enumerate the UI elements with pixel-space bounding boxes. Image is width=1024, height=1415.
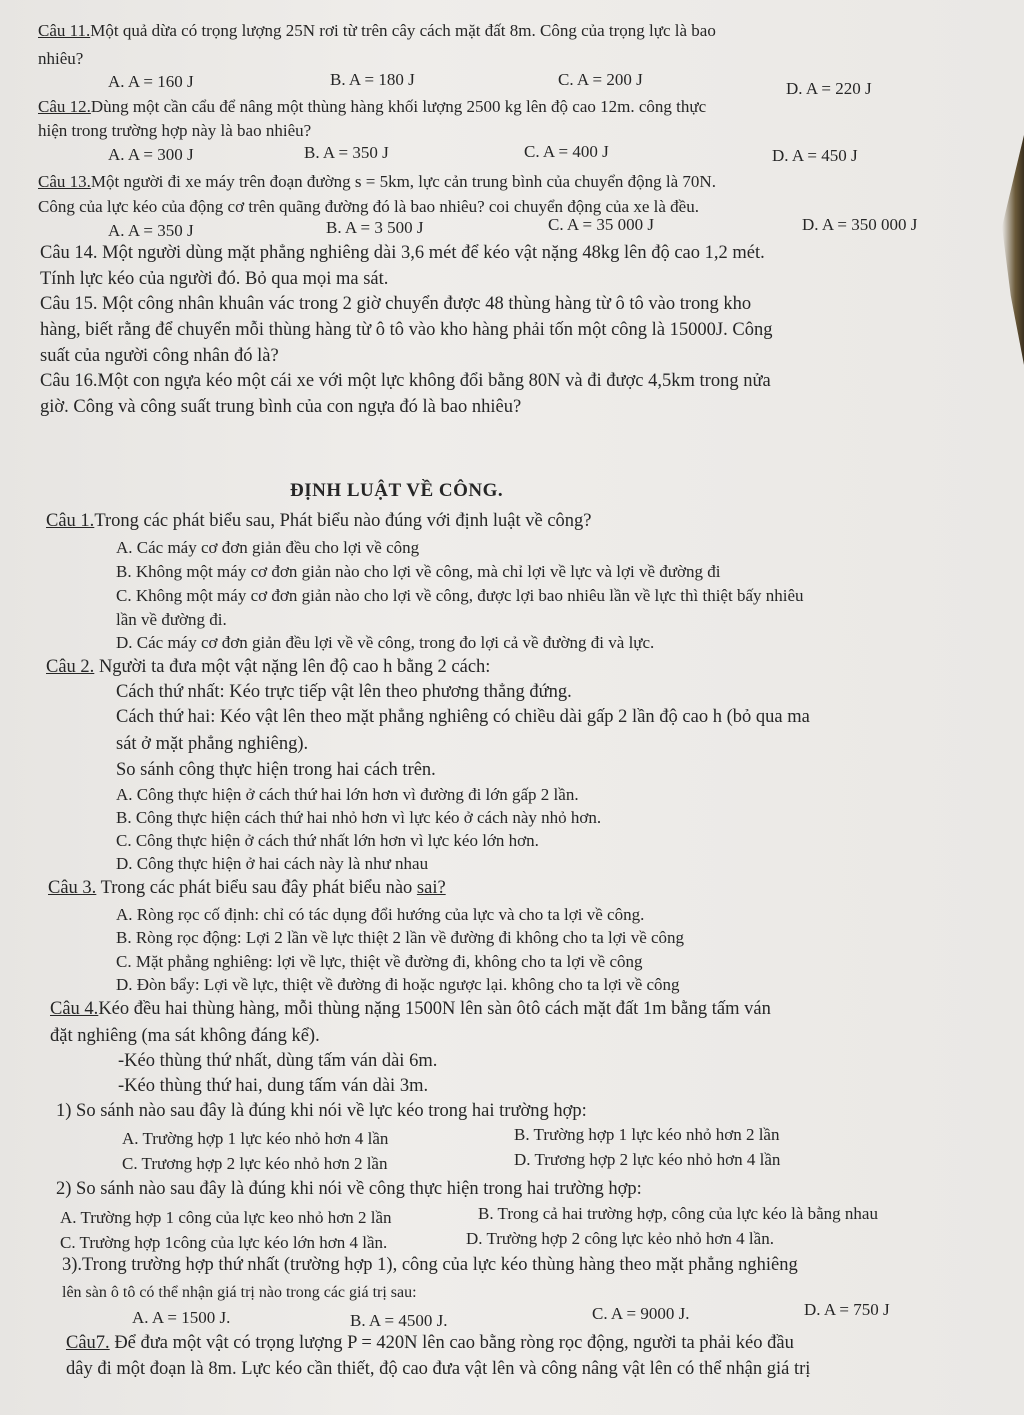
c1-opt-b: B. Không một máy cơ đơn giản nào cho lợi về công, mà chỉ lợi về lực và lợi về đường đi bbox=[116, 562, 721, 581]
c4-sub3-opt-d: D. A = 750 J bbox=[804, 1300, 890, 1319]
c4-sub2-c: C. Trường hợp 1công của lực kéo lớn hơn 4 lần. bbox=[60, 1233, 388, 1252]
c4-sub1-c: C. Trương hợp 2 lực kéo nhỏ hơn 2 lần bbox=[122, 1154, 388, 1173]
c2-text: Người ta đưa một vật nặng lên độ cao h bằng 2 cách: bbox=[94, 657, 491, 677]
c2-line1: Cách thứ nhất: Kéo trực tiếp vật lên theo phương thẳng đứng. bbox=[116, 682, 572, 702]
c3-sai: sai? bbox=[416, 878, 446, 898]
c1-label: Câu 1. bbox=[46, 511, 95, 531]
c4-sub1-a: A. Trường hợp 1 lực kéo nhỏ hơn 4 lần bbox=[122, 1129, 389, 1148]
c4-sub2-d: D. Trường hợp 2 công lực kẻo nhỏ hơn 4 lần. bbox=[466, 1229, 774, 1248]
c4-sub3-opt-b: B. A = 4500 J. bbox=[350, 1311, 448, 1330]
c7-label: Câu7. bbox=[66, 1333, 110, 1353]
section-title: ĐỊNH LUẬT VỀ CÔNG. bbox=[290, 480, 504, 501]
c4-sub1: 1) So sánh nào sau đây là đúng khi nói về lực kéo trong hai trường hợp: bbox=[56, 1101, 587, 1121]
q16-line2: giờ. Công và công suất trung bình của con ngựa đó là bao nhiêu? bbox=[40, 397, 522, 417]
q12-opt-c: C. A = 400 J bbox=[524, 142, 609, 161]
q13-line1 bbox=[38, 171, 716, 193]
c4-line4: -Kéo thùng thứ hai, dung tấm ván dài 3m. bbox=[118, 1076, 429, 1096]
q13-text: Một người đi xe máy trên đoạn đường s = 5km, lực cản trung bình của chuyển động là 70N. bbox=[90, 172, 716, 191]
c2-line2: Cách thứ hai: Kéo vật lên theo mặt phẳng nghiêng có chiều dài gấp 2 lần độ cao h (bỏ qua ma bbox=[116, 707, 810, 727]
c3-line bbox=[48, 877, 446, 899]
q12-line1 bbox=[38, 96, 706, 118]
q12-line2: hiện trong trường hợp này là bao nhiêu? bbox=[38, 121, 312, 140]
c1-opt-c1: C. Không một máy cơ đơn giản nào cho lợi về công, được lợi bao nhiêu lần về lực thì thiệt bấy nhiêu bbox=[116, 586, 804, 605]
q12-text: Dùng một cần cẩu để nâng một thùng hàng khối lượng 2500 kg lên độ cao 12m. công thực bbox=[90, 97, 707, 116]
c4-sub2: 2) So sánh nào sau đây là đúng khi nói về công thực hiện trong hai trường hợp: bbox=[56, 1179, 642, 1199]
q13-opt-c: C. A = 35 000 J bbox=[548, 215, 654, 234]
c2-opt-a: A. Công thực hiện ở cách thứ hai lớn hơn vì đường đi lớn gấp 2 lần. bbox=[116, 785, 579, 804]
c7-line2: dây đi một đoạn là 8m. Lực kéo cần thiết, độ cao đưa vật lên và công nâng vật lên có thể nhận giá trị bbox=[66, 1359, 811, 1379]
c4-sub3-opt-c: C. A = 9000 J. bbox=[592, 1304, 690, 1323]
q13-opt-a: A. A = 350 J bbox=[108, 221, 194, 240]
q11-opt-d: D. A = 220 J bbox=[786, 79, 872, 98]
q13-opt-b: B. A = 3 500 J bbox=[326, 218, 424, 237]
q11-line1 bbox=[38, 20, 716, 42]
q12-label: Câu 12. bbox=[38, 97, 91, 116]
q11-label: Câu 11. bbox=[38, 21, 91, 40]
q13-opt-d: D. A = 350 000 J bbox=[802, 215, 918, 234]
c4-sub2-b: B. Trong cả hai trường hợp, công của lực kéo là bằng nhau bbox=[478, 1204, 878, 1223]
c7-text: Để đưa một vật có trọng lượng P = 420N lên cao bằng ròng rọc động, người ta phải kéo đầu bbox=[109, 1333, 794, 1353]
c4-sub1-d: D. Trương hợp 2 lực kéo nhỏ hơn 4 lần bbox=[514, 1150, 781, 1169]
q11-text: Một quả dừa có trọng lượng 25N rơi từ trên cây cách mặt đất 8m. Công của trọng lực là bao bbox=[90, 21, 716, 40]
c2-label: Câu 2. bbox=[46, 657, 95, 677]
c3-opt-b: B. Ròng rọc động: Lợi 2 lần về lực thiệt 2 lần về đường đi không cho ta lợi về công bbox=[116, 928, 685, 947]
c3-opt-a: A. Ròng rọc cố định: chỉ có tác dụng đổi hướng của lực và cho ta lợi về công. bbox=[116, 905, 645, 924]
c4-sub1-b: B. Trường hợp 1 lực kéo nhỏ hơn 2 lần bbox=[514, 1125, 780, 1144]
q12-opt-b: B. A = 350 J bbox=[304, 143, 389, 162]
q11-line2: nhiêu? bbox=[38, 49, 84, 68]
c1-opt-d: D. Các máy cơ đơn giản đều lợi về về công, trong đo lợi cả về đường đi và lực. bbox=[116, 633, 655, 652]
c4-line2: đặt nghiêng (ma sát không đáng kể). bbox=[50, 1026, 320, 1046]
c3-opt-d: D. Đòn bẩy: Lợi về lực, thiệt về đường đi hoặc ngược lại. không cho ta lợi về công bbox=[116, 975, 680, 994]
q11-opt-b: B. A = 180 J bbox=[330, 70, 415, 89]
c4-sub3-line2: lên sàn ô tô có thể nhận giá trị nào trong các giá trị sau: bbox=[62, 1284, 417, 1301]
q16-line1: Câu 16.Một con ngựa kéo một cái xe với một lực không đổi bằng 80N và đi được 4,5km trong nửa bbox=[40, 371, 771, 391]
q13-line2: Công của lực kéo của động cơ trên quãng đường đó là bao nhiêu? coi chuyển động của xe là đều. bbox=[38, 197, 699, 216]
c3-label: Câu 3. bbox=[48, 878, 97, 898]
c4-label: Câu 4. bbox=[50, 999, 99, 1019]
c2-line bbox=[46, 656, 490, 678]
q15-line1: Câu 15. Một công nhân khuân vác trong 2 giờ chuyển được 48 thùng hàng từ ô tô vào trong kho bbox=[40, 294, 752, 314]
q13-label: Câu 13. bbox=[38, 172, 91, 191]
c2-opt-c: C. Công thực hiện ở cách thứ nhất lớn hơn vì lực kéo lớn hơn. bbox=[116, 831, 539, 850]
c4-text: Kéo đều hai thùng hàng, mỗi thùng nặng 1500N lên sàn ôtô cách mặt đất 1m bằng tấm ván bbox=[98, 999, 771, 1019]
q15-line2: hàng, biết rằng để chuyển mỗi thùng hàng từ ô tô vào kho hàng phải tốn một công là 15000J. Công bbox=[40, 320, 773, 340]
c4-sub3: 3).Trong trường hợp thứ nhất (trường hợp 1), công của lực kéo thùng hàng theo mặt phẳng nghiêng bbox=[62, 1255, 798, 1275]
c1-text: Trong các phát biểu sau, Phát biểu nào đúng với định luật về công? bbox=[94, 511, 592, 531]
c4-sub3-opt-a: A. A = 1500 J. bbox=[132, 1308, 231, 1327]
c4-line3: -Kéo thùng thứ nhất, dùng tấm ván dài 6m. bbox=[118, 1051, 438, 1071]
c3-text: Trong các phát biểu sau đây phát biểu nào bbox=[96, 878, 417, 898]
page-edge-shadow bbox=[1002, 135, 1024, 365]
c4-line bbox=[50, 998, 771, 1020]
c2-opt-b: B. Công thực hiện cách thứ hai nhỏ hơn vì lực kéo ở cách này nhỏ hơn. bbox=[116, 808, 602, 827]
q11-opt-c: C. A = 200 J bbox=[558, 70, 643, 89]
c3-opt-c: C. Mặt phẳng nghiêng: lợi về lực, thiệt về đường đi, không cho ta lợi về công bbox=[116, 952, 643, 971]
q14-line1: Câu 14. Một người dùng mặt phẳng nghiêng dài 3,6 mét để kéo vật nặng 48kg lên độ cao 1,2 mét. bbox=[40, 243, 765, 263]
c2-opt-d: D. Công thực hiện ở hai cách này là như nhau bbox=[116, 854, 429, 873]
c4-sub2-a: A. Trường hợp 1 công của lực keo nhỏ hơn 2 lần bbox=[60, 1208, 392, 1227]
q12-opt-a: A. A = 300 J bbox=[108, 145, 194, 164]
c1-opt-a: A. Các máy cơ đơn giản đều cho lợi về công bbox=[116, 538, 420, 557]
c1-line bbox=[46, 510, 592, 532]
c2-line4: So sánh công thực hiện trong hai cách trên. bbox=[116, 760, 436, 780]
c7-line bbox=[66, 1332, 794, 1354]
c2-line3: sát ở mặt phẳng nghiêng). bbox=[116, 734, 309, 754]
q15-line3: suất của người công nhân đó là? bbox=[40, 346, 279, 366]
c1-opt-c2: lần về đường đi. bbox=[116, 610, 227, 629]
q14-line2: Tính lực kéo của người đó. Bỏ qua mọi ma sát. bbox=[40, 269, 389, 289]
q12-opt-d: D. A = 450 J bbox=[772, 146, 858, 165]
q11-opt-a: A. A = 160 J bbox=[108, 72, 194, 91]
